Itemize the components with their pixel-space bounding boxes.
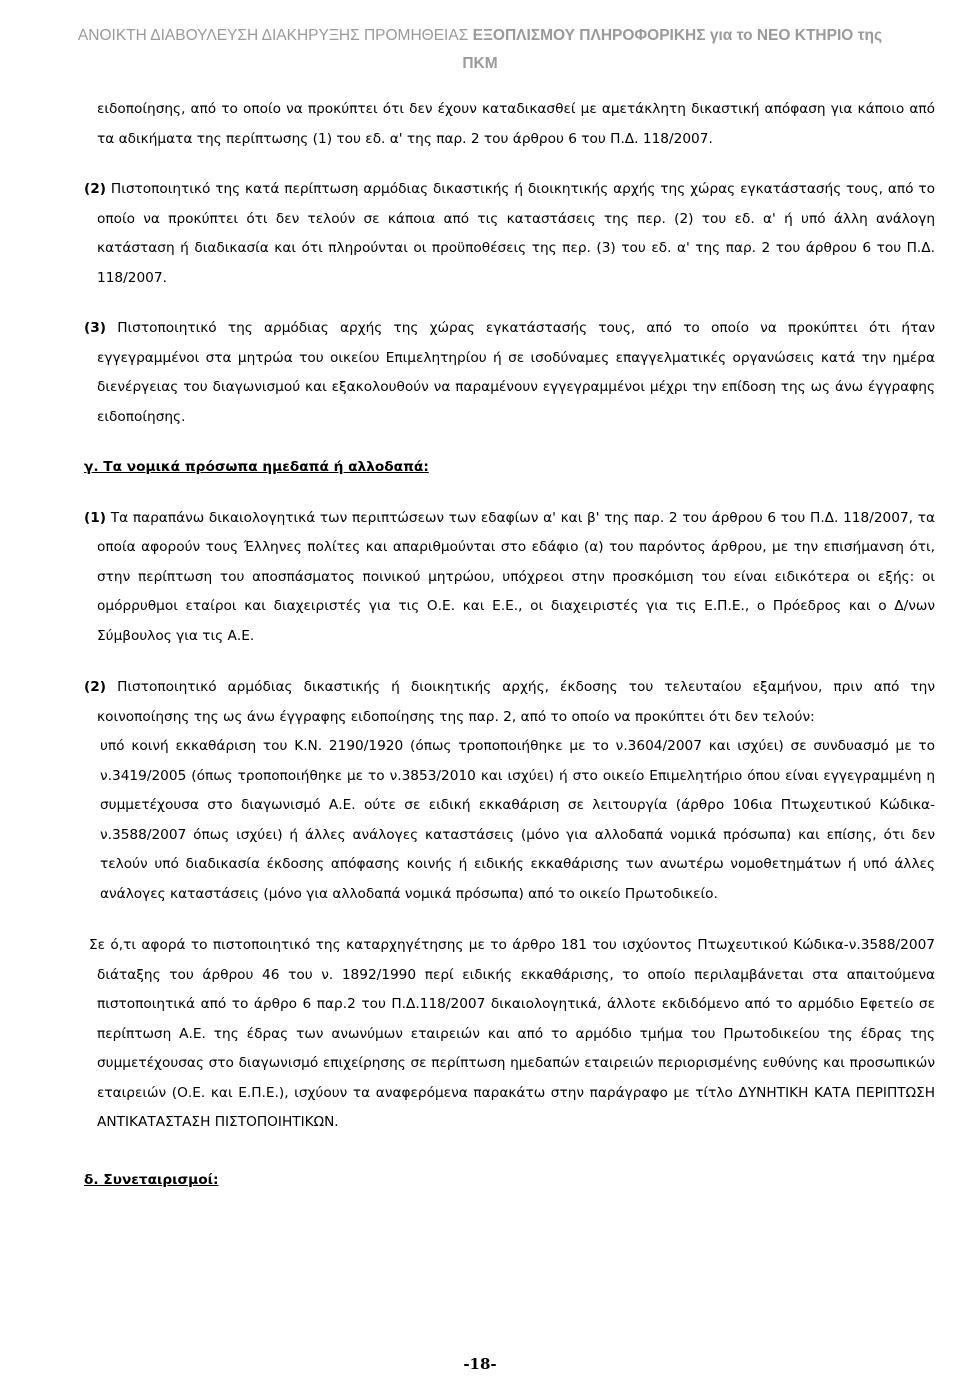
page-number: -18- (463, 1355, 497, 1373)
section-title-cooperatives: δ. Συνεταιρισμοί: (84, 1171, 219, 1188)
header-text-pkm: ΠΚΜ (462, 55, 498, 72)
paragraph-item-3 (84, 314, 935, 432)
header-text-plain: ΑΝΟΙΚΤΗ ΔΙΑΒΟΥΛΕΥΣΗ ΔΙΑΚΗΡΥΞΗΣ ΠΡΟΜΗΘΕΙΑΣ (77, 27, 469, 44)
item-number: (1) (84, 509, 107, 526)
document-body (84, 95, 935, 1195)
paragraph-item-1-legal (84, 504, 935, 652)
page-header (40, 22, 920, 78)
paragraph-item-2-legal (84, 673, 935, 732)
paragraph-item-2-legal-continued: υπό κοινή εκκαθάριση του Κ.Ν. 2190/1920 (όπως τροποποιήθηκε με το ν.3604/2007 και ισχύει) σε συνδυασμό με το ν.3419/2005 (όπως τροποποιήθηκε με το ν.3853/2010 και ισχύει) ή στο οικείο Επιμελητήριο όπου είναι εγγεγραμμένη η συμμετέχουσα στο διαγωνισμό Α.Ε. ούτε σε ειδική εκκαθάριση σε λειτουργία (άρθρο 106ια Πτωχευτικού Κώδικα-ν.3588/2007 όπως ισχύει) ή άλλες ανάλογες καταστάσεις (μόνο για αλλοδαπά νομικά πρόσωπα) και επίσης, ότι δεν τελούν υπό διαδικασία έκδοσης απόφασης κοινής ή ειδικής εκκαθάρισης των ανωτέρω νομοθετημάτων ή υπό άλλες ανάλογες καταστάσεις (μόνο για αλλοδαπά νομικά πρόσωπα) από το οικείο Πρωτοδικείο. (100, 738, 935, 902)
item-text: Πιστοποιητικό της αρμόδιας αρχής της χώρας εγκατάστασής τους, από το οποίο να προκύπτει ότι ήταν εγγεγραμμένοι στα μητρώα του οικείου Επιμελητηρίου ή σε ισοδύναμες επαγγελματικές οργανώσεις κατά την ημέρα διενέργειας του διαγωνισμού και εξακολουθούν να παραμένουν εγγεγραμμένοι μέχρι την επίδοση της ως άνω έγγραφης ειδοποίησης. (97, 320, 935, 425)
paragraph-special-liquidation: Σε ό,τι αφορά το πιστοποιητικό της καταρχηγέτησης με το άρθρο 181 του ισχύοντος Πτωχευτικού Κώδικα-ν.3588/2007 διάταξης του άρθρου 46 του ν. 1892/1990 περί ειδικής εκκαθάρισης, το οποίο περιλαμβάνεται στα απαιτούμενα πιστοποιητικά από το άρθρο 6 παρ.2 του Π.Δ.118/2007 δικαιολογητικά, άλλοτε εκδιδόμενο από το αρμόδιο Εφετείο σε περίπτωση Α.Ε. της έδρας των ανωνύμων εταιρειών και από το αρμόδιο τμήμα του Πρωτοδικείου της έδρας της συμμετέχουσας στο διαγωνισμό επιχείρησης σε περίπτωση ημεδαπών εταιρειών περιορισμένης ευθύνης και προσωπικών εταιρειών (Ο.Ε. και Ε.Π.Ε.), ισχύουν τα αναφερόμενα παρακάτω στην παράγραφο με τίτλο ΔΥΝΗΤΙΚΗ ΚΑΤΑ ΠΕΡΙΠΤΩΣΗ ΑΝΤΙΚΑΤΑΣΤΑΣΗ ΠΙΣΤΟΠΟΙΗΤΙΚΩΝ. (89, 937, 935, 1130)
section-title-legal-entities: γ. Τα νομικά πρόσωπα ημεδαπά ή αλλοδαπά: (84, 459, 429, 475)
item-text: Πιστοποιητικό αρμόδιας δικαστικής ή διοικητικής αρχής, έκδοσης του τελευταίου εξαμήνου, πριν από την κοινοποίησης της ως άνω έγγραφης ειδοποίησης της παρ. 2, από το οποίο να προκύπτει ότι δεν τελούν: (97, 679, 935, 725)
paragraph-continuation: ειδοποίησης, από το οποίο να προκύπτει ότι δεν έχουν καταδικασθεί με αμετάκλητη δικαστική απόφαση για κάποιο από τα αδικήματα της περίπτωσης (1) του εδ. α' της παρ. 2 του άρθρου 6 του Π.Δ. 118/2007. (97, 101, 935, 147)
paragraph-item-2 (84, 175, 935, 293)
item-text: Πιστοποιητικό της κατά περίπτωση αρμόδιας δικαστικής ή διοικητικής αρχής της χώρας εγκατάστασής τους, από το οποίο να προκύπτει ότι δεν τελούν σε κάποια από τις καταστάσεις της περ. (2) του εδ. α' ή υπό άλλη ανάλογη κατάσταση ή διαδικασία και ότι πληρούνται οι προϋποθέσεις της περ. (3) του εδ. α' της παρ. 2 του άρθρου 6 του Π.Δ. 118/2007. (97, 181, 935, 286)
item-number: (3) (84, 320, 107, 336)
item-number: (2) (84, 679, 107, 695)
item-text: Τα παραπάνω δικαιολογητικά των περιπτώσεων των εδαφίων α' και β' της παρ. 2 του άρθρου 6 του Π.Δ. 118/2007, τα οποία αφορούν τους Έλληνες πολίτες και απαριθμούνται στο εδάφιο (α) του παρόντος άρθρου, με την επισήμανση ότι, στην περίπτωση του αποσπάσματος ποινικού μητρώου, υπόχρεοι στην προσκόμιση του είναι ειδικότερα οι εξής: οι ομόρρυθμοι εταίροι και διαχειριστές για τις Ο.Ε. και Ε.Ε., οι διαχειριστές για τις Ε.Π.Ε., ο Πρόεδρος και ο Δ/νων Σύμβουλος για τις Α.Ε. (97, 509, 935, 644)
header-text-bold: ΕΞΟΠΛΙΣΜΟΥ ΠΛΗΡΟΦΟΡΙΚΗΣ για το ΝΕΟ ΚΤΗΡΙΟ της (472, 27, 883, 44)
item-number: (2) (84, 181, 107, 197)
